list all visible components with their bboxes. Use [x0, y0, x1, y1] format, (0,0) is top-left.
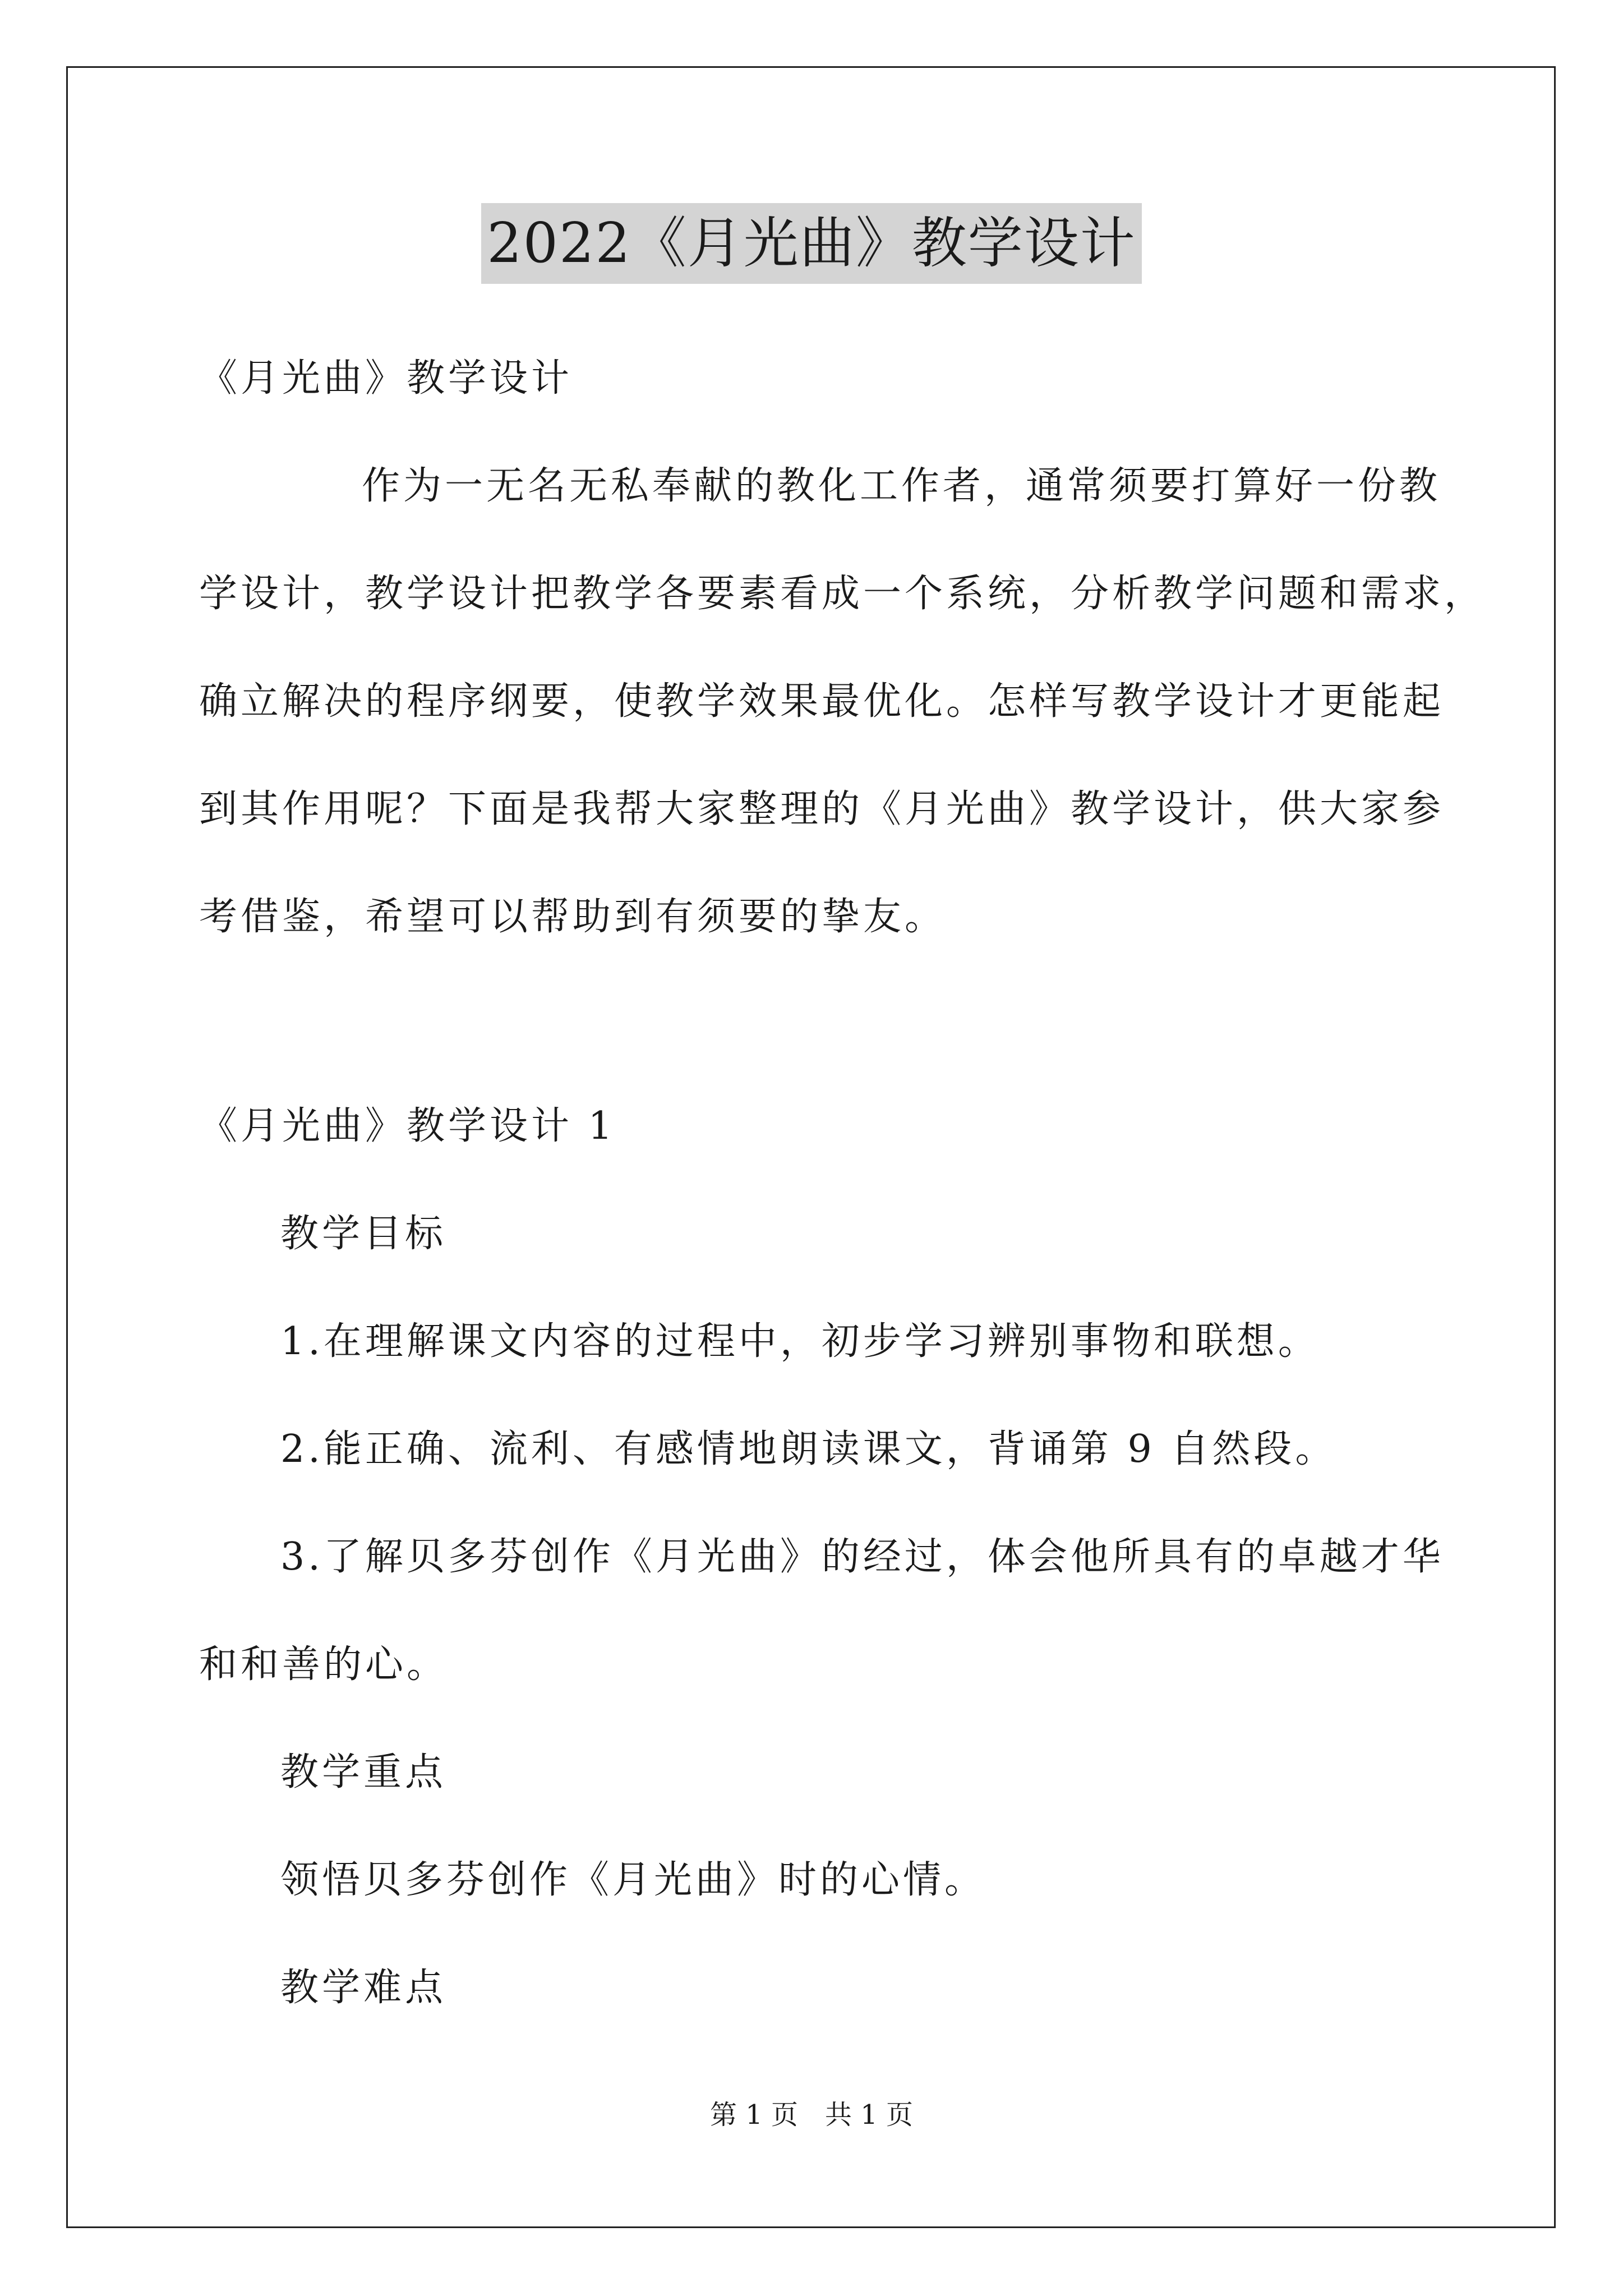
intro-line-5: 考借鉴，希望可以帮助到有须要的挚友。 [199, 895, 947, 939]
intro-line-2: 学设计，教学设计把教学各要素看成一个系统，分析教学问题和需求， [199, 572, 1486, 616]
difficulty-heading: 教学难点 [280, 1966, 447, 2010]
intro-line-1: 作为一无名无私奉献的教化工作者，通常须要打算好一份教 [362, 464, 1441, 508]
objective-item-3: 3.了解贝多芬创作《月光曲》的经过，体会他所具有的卓越才华 [280, 1535, 1444, 1579]
objectives-heading: 教学目标 [280, 1212, 447, 1256]
document-subtitle: 《月光曲》教学设计 [199, 356, 573, 401]
objective-item-3-continued: 和和善的心。 [199, 1642, 449, 1687]
objective-item-1: 1.在理解课文内容的过程中，初步学习辨别事物和联想。 [280, 1319, 1320, 1364]
key-point-text: 领悟贝多芬创作《月光曲》时的心情。 [280, 1858, 986, 1902]
objective-item-2: 2.能正确、流利、有感情地朗读课文，背诵第 9 自然段。 [280, 1427, 1337, 1471]
intro-line-4: 到其作用呢？下面是我帮大家整理的《月光曲》教学设计，供大家参 [199, 787, 1445, 831]
key-point-heading: 教学重点 [280, 1750, 447, 1795]
intro-line-3: 确立解决的程序纲要，使教学效果最优化。怎样写教学设计才更能起 [199, 679, 1445, 724]
section-heading: 《月光曲》教学设计 1 [199, 1104, 616, 1148]
title-container [0, 203, 1623, 284]
document-title: 2022《月光曲》教学设计 [481, 203, 1141, 284]
page-footer: 第 1 页 共 1 页 [709, 2099, 914, 2131]
